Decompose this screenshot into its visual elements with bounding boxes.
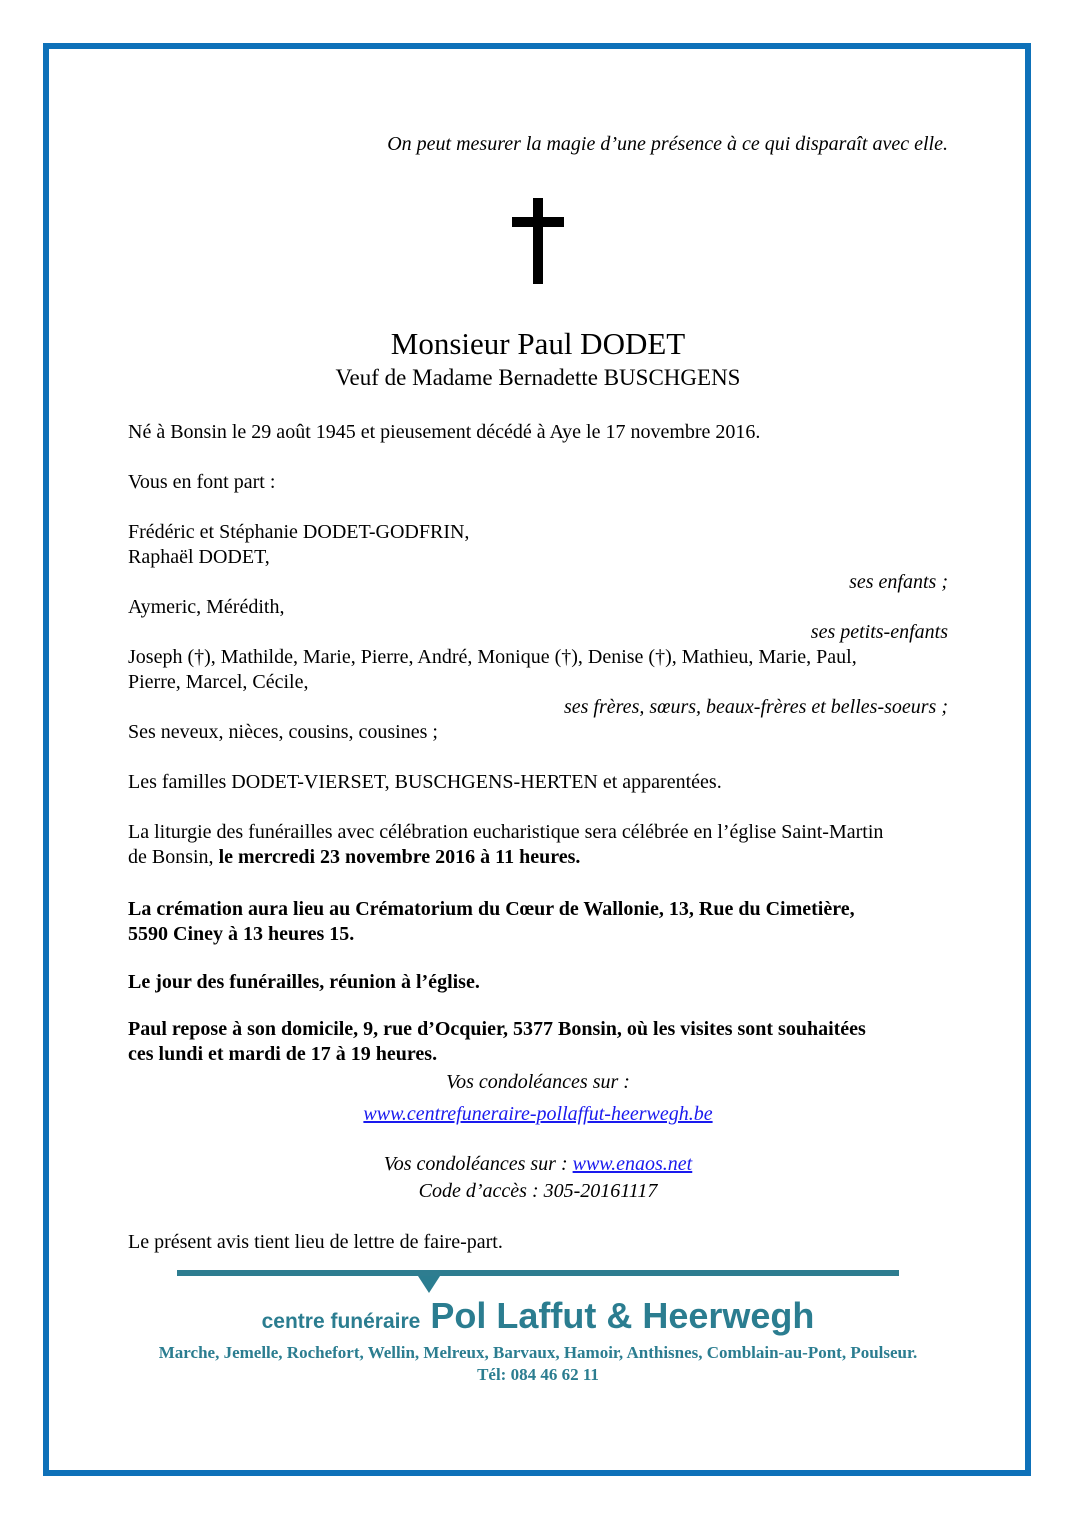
cremation-line-1: La crémation aura lieu au Crématorium du Cœur de Wallonie, 13, Rue du Cimetière, xyxy=(128,898,855,920)
brand-prefix-label: centre funéraire xyxy=(261,1310,421,1333)
page-border-frame xyxy=(43,43,1031,1476)
family-section xyxy=(128,520,948,745)
page-content xyxy=(49,49,1025,1470)
liturgy-paragraph xyxy=(128,820,948,870)
footer-divider xyxy=(177,1270,899,1276)
footer-phone-line: Tél: 084 46 62 11 xyxy=(477,1365,599,1384)
reunion-line: Le jour des funérailles, réunion à l’église. xyxy=(128,971,480,993)
siblings-label: ses frères, sœurs, beaux-frères et belles-soeurs ; xyxy=(563,696,948,718)
visits-line-1: Paul repose à son domicile, 9, rue d’Ocquier, 5377 Bonsin, où les visites sont souhaitées xyxy=(128,1018,866,1040)
grandchildren-label: ses petits-enfants xyxy=(810,621,948,643)
relatives-line: Ses neveux, nièces, cousins, cousines ; xyxy=(128,721,438,743)
cremation-line-2: 5590 Ciney à 13 heures 15. xyxy=(128,923,355,945)
epigraph-quote: On peut mesurer la magie d’une présence à ce qui disparaît avec elle. xyxy=(387,133,948,155)
life-dates-line: Né à Bonsin le 29 août 1945 et pieusement décédé à Aye le 17 novembre 2016. xyxy=(128,421,761,443)
visits-paragraph xyxy=(128,1017,948,1067)
enaos-condolences-line xyxy=(128,1152,948,1177)
logo-triangle-icon xyxy=(418,1276,440,1293)
deceased-subtitle: Veuf de Madame Bernadette BUSCHGENS xyxy=(335,365,741,390)
liturgy-line-2-bold: le mercredi 23 novembre 2016 à 11 heures. xyxy=(218,846,581,868)
funeral-home-website-link[interactable]: www.centrefuneraire-pollaffut-heerwegh.be xyxy=(363,1103,713,1125)
children-label: ses enfants ; xyxy=(849,571,948,593)
notice-line: Le présent avis tient lieu de lettre de faire-part. xyxy=(128,1231,503,1253)
memorial-cross xyxy=(128,198,948,284)
enaos-website-link[interactable]: www.enaos.net xyxy=(572,1153,693,1175)
footer-locations-line: Marche, Jemelle, Rochefort, Wellin, Melreux, Barvaux, Hamoir, Anthisnes, Comblain-au-Pont, Poulseur. xyxy=(158,1343,918,1362)
siblings-names-line-2: Pierre, Marcel, Cécile, xyxy=(128,671,309,693)
cremation-paragraph xyxy=(128,897,948,947)
visits-line-2: ces lundi et mardi de 17 à 19 heures. xyxy=(128,1043,438,1065)
children-names-line-1: Frédéric et Stéphanie DODET-GODFRIN, xyxy=(128,521,470,543)
brand-name-label xyxy=(430,1295,815,1336)
enaos-prefix: Vos condoléances sur : xyxy=(383,1153,573,1175)
liturgy-line-1: La liturgie des funérailles avec célébration eucharistique sera célébrée en l’église Saint-Martin xyxy=(128,821,884,843)
liturgy-line-2-regular: de Bonsin, xyxy=(128,846,219,868)
access-code-line: Code d’accès : 305-20161117 xyxy=(418,1180,658,1202)
funeral-home-logo xyxy=(128,1295,948,1336)
families-line: Les familles DODET-VIERSET, BUSCHGENS-HERTEN et apparentées. xyxy=(128,771,722,793)
children-names-line-2: Raphaël DODET, xyxy=(128,546,270,568)
announcement-line: Vous en font part : xyxy=(128,471,276,493)
brand-name-text: Pol Laffut & Heerwegh xyxy=(430,1295,815,1336)
deceased-name-title: Monsieur Paul DODET xyxy=(390,326,686,361)
latin-cross-icon xyxy=(510,198,566,284)
grandchildren-names-line: Aymeric, Mérédith, xyxy=(128,596,285,618)
siblings-names-line-1: Joseph (†), Mathilde, Marie, Pierre, André, Monique (†), Denise (†), Mathieu, Marie, Paul, xyxy=(128,646,857,668)
liturgy-line-2 xyxy=(128,845,948,870)
condolences-intro: Vos condoléances sur : xyxy=(446,1071,630,1093)
